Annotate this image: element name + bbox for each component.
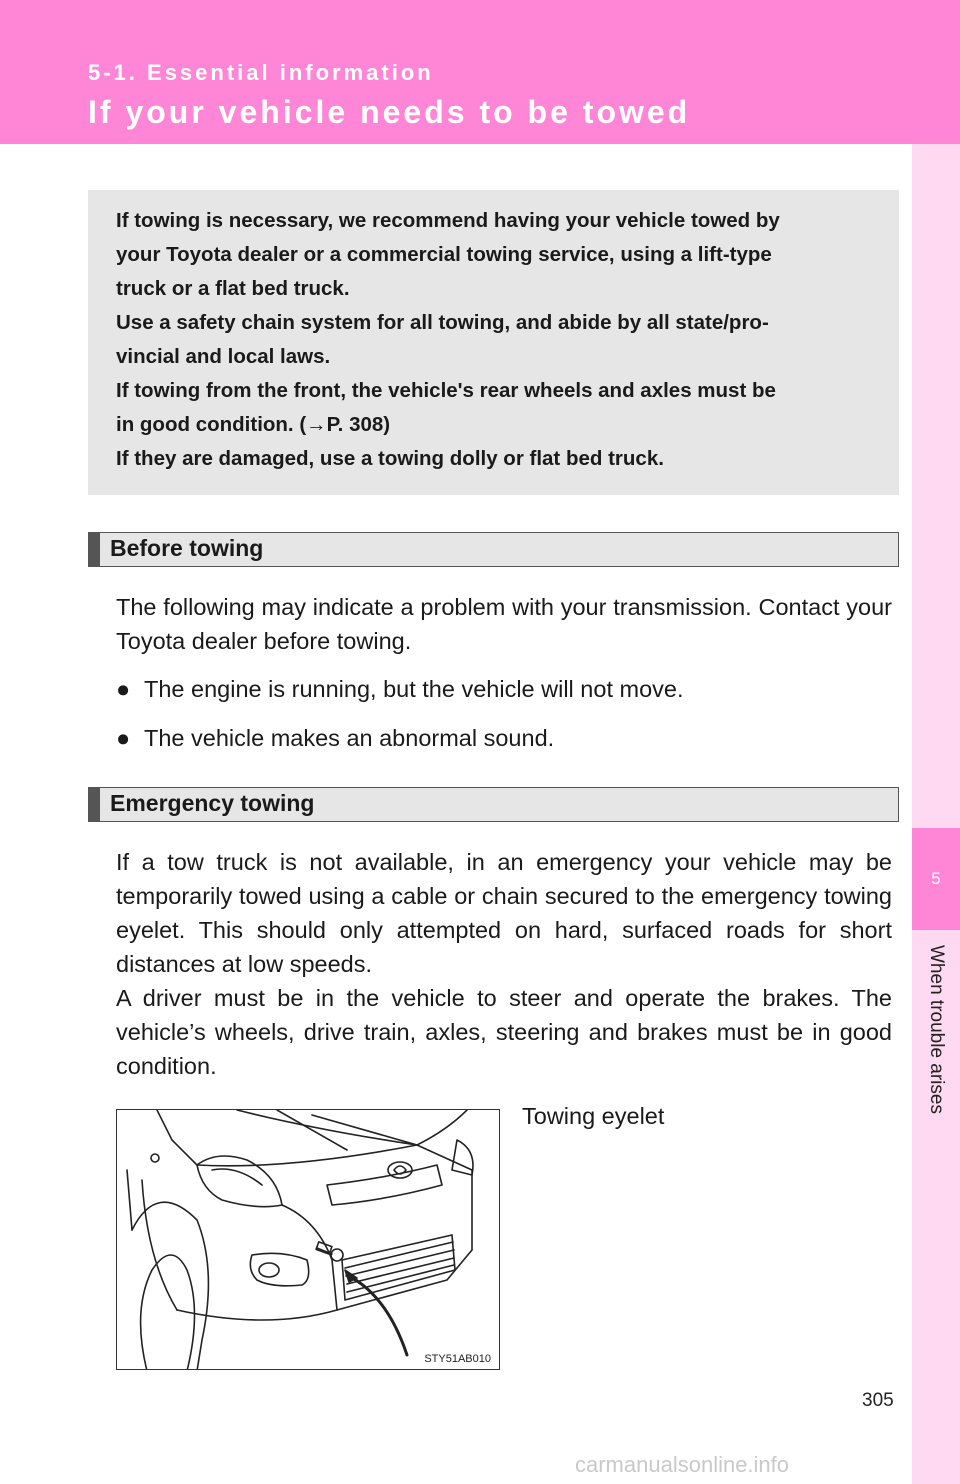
section-label: 5-1. Essential information [88,60,434,85]
watermark: carmanualsonline.info [575,1452,790,1477]
emergency-towing-paragraph-2: A driver must be in the vehicle to steer and operate the brakes. The vehicle’s wheels, drive train, axles, steering and brakes must be in good condition. [116,985,892,1079]
bullet-text: The engine is running, but the vehicle will not move. [144,676,684,702]
page-header [0,0,960,144]
intro-line: If they are damaged, use a towing dolly or flat bed truck. [116,447,664,470]
bullet-item [116,672,684,706]
heading-text: Emergency towing [110,790,315,816]
towing-eyelet-figure [116,1109,500,1370]
figure-code: STY51AB010 [424,1353,491,1365]
heading-text: Before towing [110,535,264,561]
before-towing-text: The following may indicate a problem with your transmission. Contact your Toyota dealer before towing. [116,594,892,654]
chapter-tab-label[interactable]: When trouble arises [926,945,947,1114]
intro-line: your Toyota dealer or a commercial towing service, using a lift-type [116,243,772,266]
intro-line: Use a safety chain system for all towing, and abide by all state/pro- [116,311,769,334]
car-front-illustration [117,1110,500,1370]
emergency-towing-heading [88,787,899,822]
bullet-icon: ● [116,676,131,702]
before-towing-heading [88,532,899,567]
intro-line: If towing from the front, the vehicle's rear wheels and axles must be [116,379,776,402]
intro-line-page-ref: in good condition. (→P. 308) [116,413,391,436]
bullet-text: The vehicle makes an abnormal sound. [144,725,555,751]
page-number: 305 [862,1390,894,1411]
side-tab-upper [912,144,960,828]
chapter-tab-number[interactable]: 5 [912,828,960,930]
emergency-towing-paragraph-1: If a tow truck is not available, in an emergency your vehicle may be temporarily towed using a cable or chain secured to the emergency towing eyelet. This should only attempted on hard, surfaced roads for short distances at low speeds. [116,849,892,977]
towing-eyelet-callout: Towing eyelet [522,1103,665,1129]
bullet-icon: ● [116,725,131,751]
bullet-item [116,721,554,755]
intro-box [88,190,899,495]
intro-line: vincial and local laws. [116,345,331,368]
intro-line: truck or a flat bed truck. [116,277,350,300]
page-title: If your vehicle needs to be towed [88,94,691,130]
intro-line: If towing is necessary, we recommend having your vehicle towed by [116,209,780,232]
